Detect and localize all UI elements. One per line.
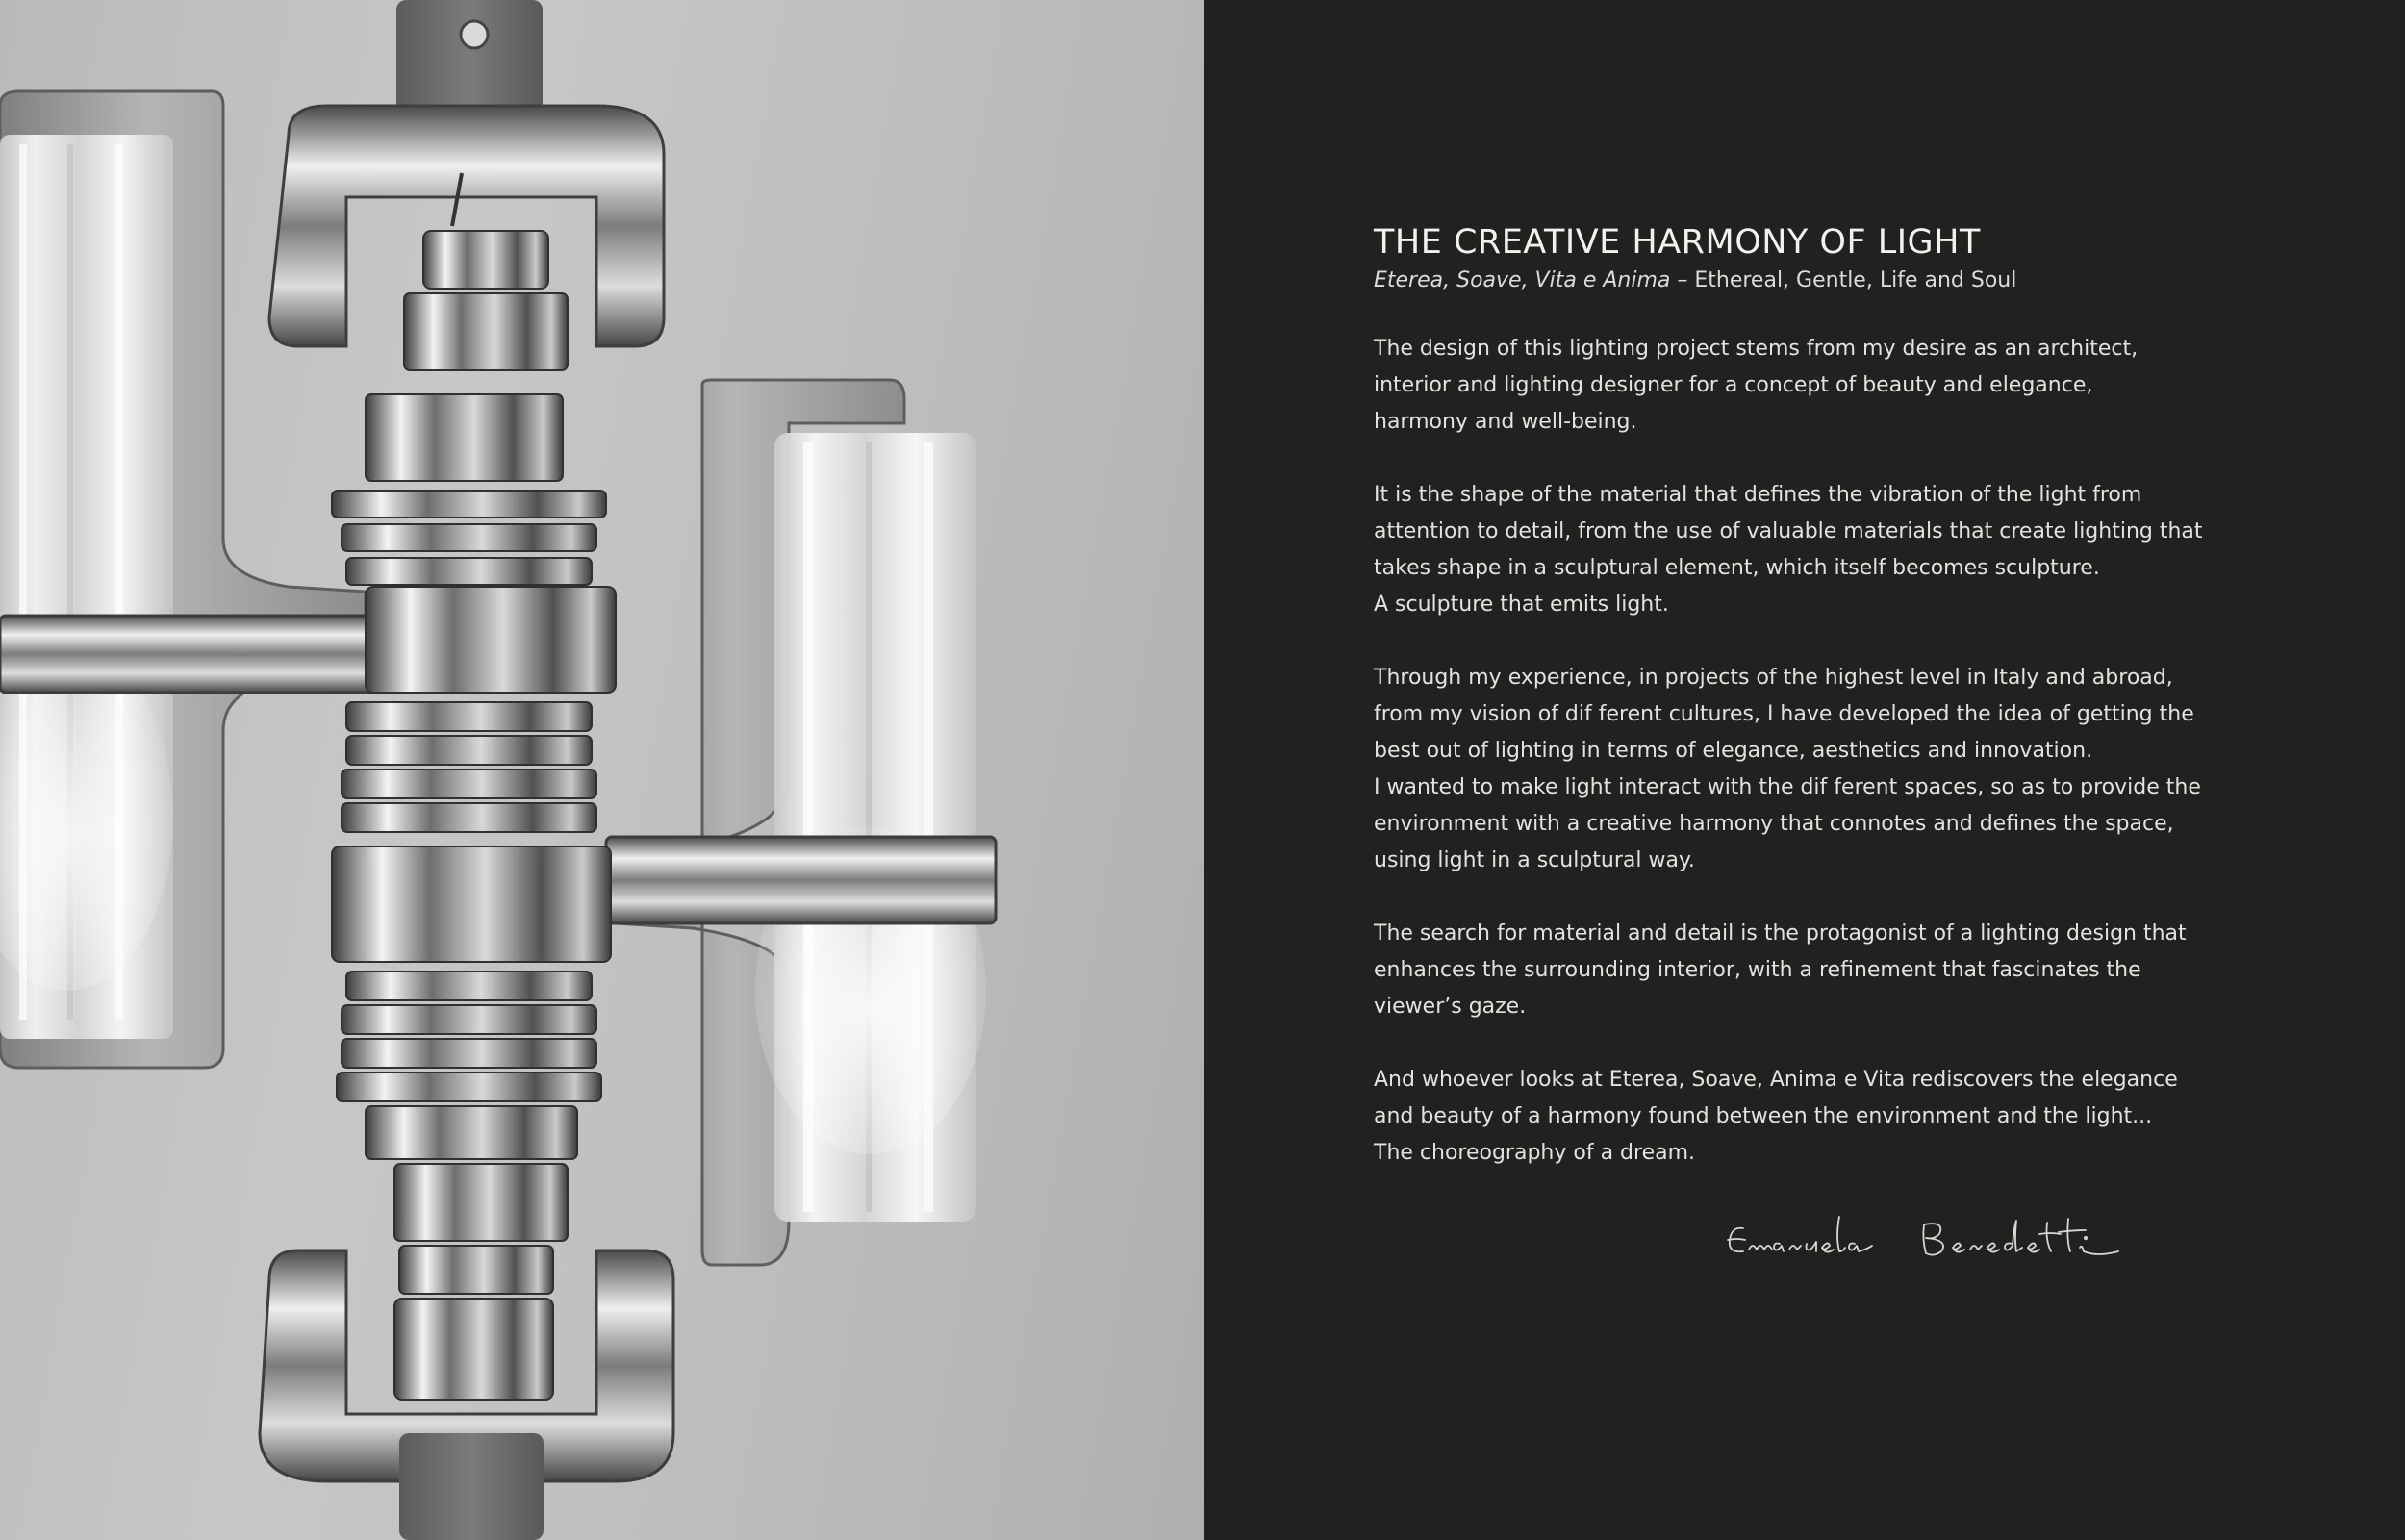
paragraph-line: The design of this lighting project stems from my desire as an architect, [1374,337,2139,361]
paragraph-line: best out of lighting in terms of elegance, aesthetics and innovation. [1374,739,2093,763]
paragraph-line: using light in a sculptural way. [1374,848,1695,872]
paragraph-line: environment with a creative harmony that connotes and defines the space, [1374,812,2174,836]
paragraph-line: from my vision of dif ferent cultures, I have developed the idea of getting the [1374,702,2194,726]
handwritten-signature [1722,1207,2136,1284]
paragraph-line: The search for material and detail is the protagonist of a lighting design that [1374,921,2187,946]
paragraph-line: Through my experience, in projects of the highest level in Italy and abroad, [1374,666,2173,690]
paragraph-line: takes shape in a sculptural element, which itself becomes sculpture. [1374,556,2100,580]
paragraph-line: viewer’s gaze. [1374,995,1527,1019]
paragraph-line: I wanted to make light interact with the dif ferent spaces, so as to provide the [1374,775,2201,799]
paragraph-search [1374,916,2187,1025]
subtitle [1374,265,2143,296]
paragraph-experience [1374,660,2201,879]
article [1374,219,2203,1208]
paragraph-line: interior and lighting designer for a concept of beauty and elegance, [1374,373,2093,397]
paragraph-closing [1374,1062,2178,1172]
paragraph-line: A sculpture that emits light. [1374,593,1669,617]
paragraph-line: enhances the surrounding interior, with a refinement that fascinates the [1374,958,2141,982]
paragraph-intro [1374,331,2143,441]
paragraph-material [1374,477,2203,623]
subtitle-product-names: Eterea, Soave, Vita e Anima [1374,268,1671,292]
paragraph-line: And whoever looks at Eterea, Soave, Anima e Vita rediscovers the elegance [1374,1068,2178,1092]
paragraph-line: harmony and well-being. [1374,410,1637,434]
subtitle-translation: – Ethereal, Gentle, Life and Soul [1670,268,2017,292]
page-title: THE CREATIVE HARMONY OF LIGHT [1374,223,1981,262]
paragraph-line: The choreography of a dream. [1374,1141,1696,1165]
paragraph-line: and beauty of a harmony found between the environment and the light... [1374,1104,2153,1128]
paragraph-line: attention to detail, from the use of valuable materials that create lighting that [1374,519,2203,543]
paragraph-line: It is the shape of the material that defines the vibration of the light from [1374,483,2142,507]
